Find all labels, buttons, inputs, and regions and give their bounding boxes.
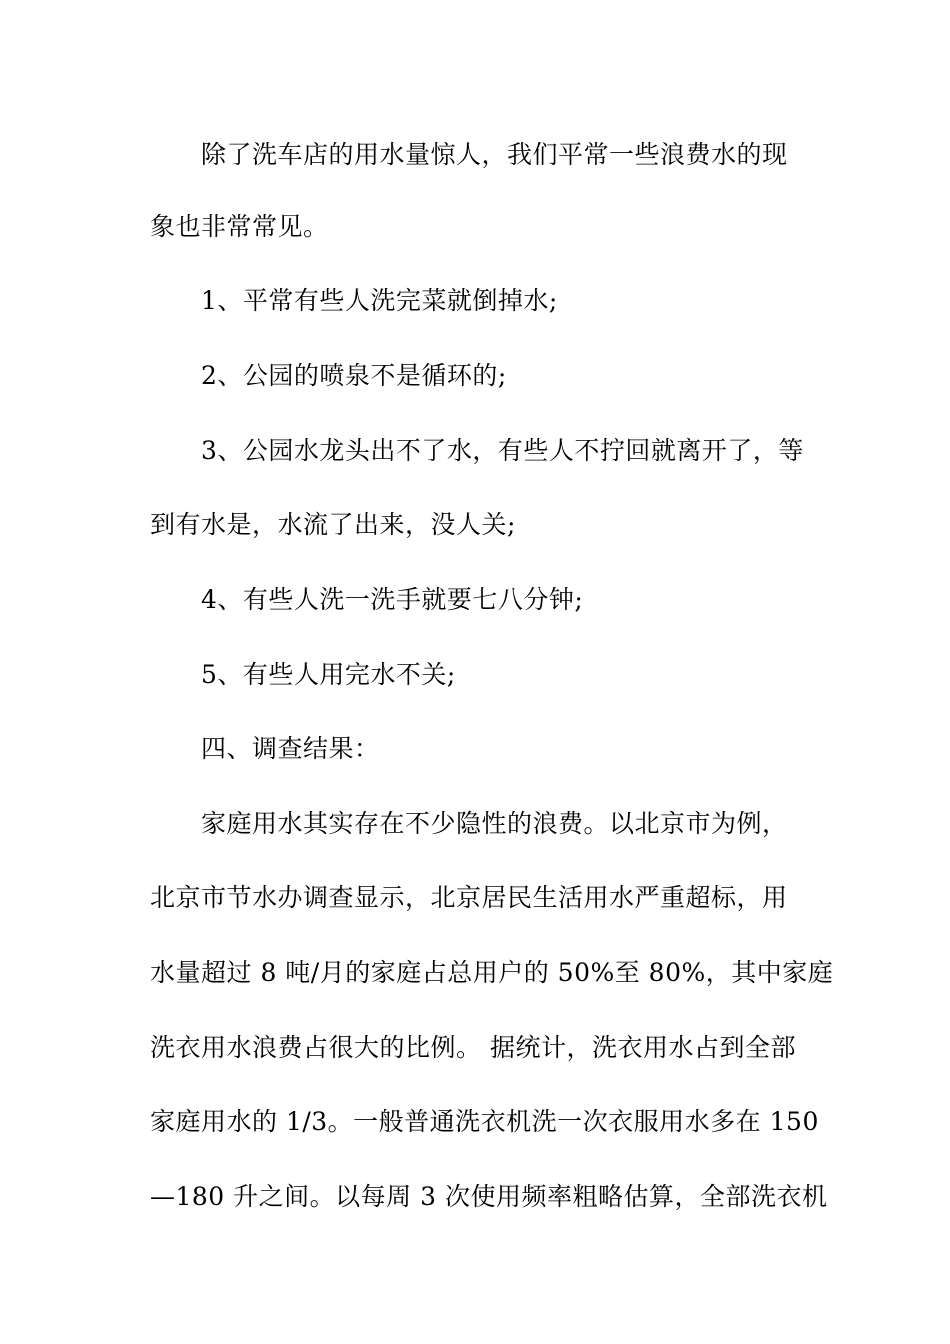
section-heading: 四、调查结果： — [201, 734, 380, 763]
paragraph-line: 水量超过 8 吨/月的家庭占总用户的 50%至 80%，其中家庭 — [150, 958, 834, 987]
paragraph-line: 洗衣用水浪费占很大的比例。 据统计，洗衣用水占到全部 — [150, 1033, 796, 1062]
list-item: 3、公园水龙头出不了水，有些人不拧回就离开了，等 — [201, 436, 804, 465]
list-item: 1、平常有些人洗完菜就倒掉水; — [201, 286, 558, 315]
list-item-continuation: 到有水是，水流了出来，没人关; — [150, 510, 516, 539]
list-item: 2、公园的喷泉不是循环的; — [201, 361, 507, 390]
paragraph-line: 北京市节水办调查显示，北京居民生活用水严重超标，用 — [150, 883, 788, 912]
list-item: 4、有些人洗一洗手就要七八分钟; — [201, 585, 584, 614]
paragraph-line: 家庭用水其实存在不少隐性的浪费。以北京市为例， — [201, 809, 788, 838]
paragraph-line: 除了洗车店的用水量惊人，我们平常一些浪费水的现 — [201, 140, 788, 169]
paragraph-line: 家庭用水的 1/3。一般普通洗衣机洗一次衣服用水多在 150 — [150, 1107, 819, 1136]
paragraph-line: 象也非常常见。 — [150, 212, 329, 241]
list-item: 5、有些人用完水不关; — [201, 660, 456, 689]
paragraph-line: —180 升之间。以每周 3 次使用频率粗略估算，全部洗衣机 — [150, 1182, 828, 1211]
